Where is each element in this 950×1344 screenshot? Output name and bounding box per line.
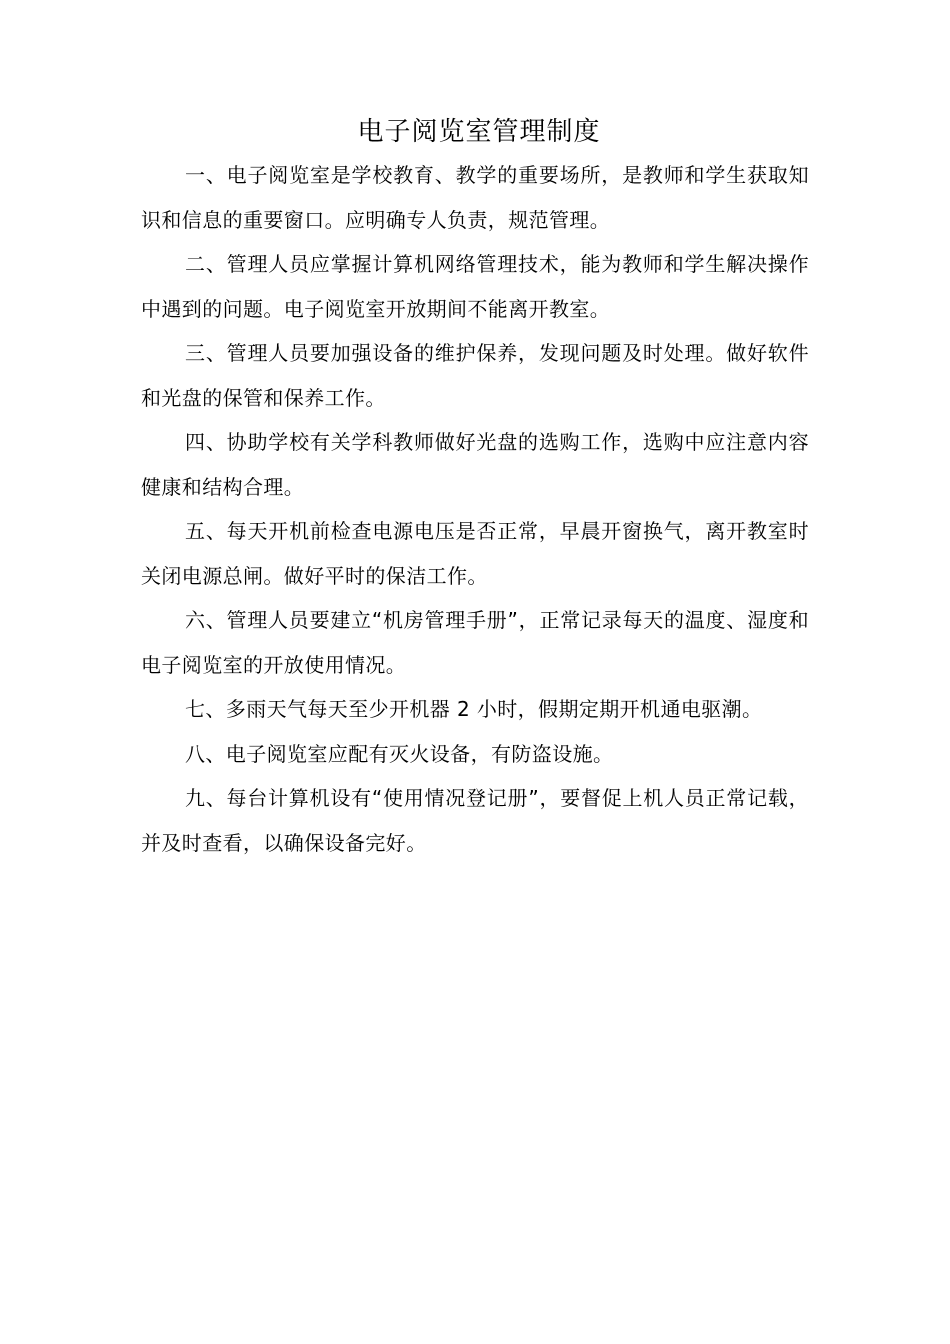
regulation-paragraph-5: 五、每天开机前检查电源电压是否正常，早晨开窗换气，离开教室时关闭电源总闸。做好平时的保洁工作。	[141, 519, 809, 588]
regulation-paragraph-7: 七、多雨天气每天至少开机器 2 小时，假期定期开机通电驱潮。	[185, 697, 763, 721]
document-title: 电子阅览室管理制度	[357, 117, 601, 147]
regulation-paragraph-3: 三、管理人员要加强设备的维护保养，发现问题及时处理。做好软件和光盘的保管和保养工作。	[141, 341, 809, 410]
regulation-paragraph-6: 六、管理人员要建立“机房管理手册”，正常记录每天的温度、湿度和电子阅览室的开放使用情况。	[141, 608, 809, 677]
regulation-paragraph-2: 二、管理人员应掌握计算机网络管理技术，能为教师和学生解决操作中遇到的问题。电子阅览室开放期间不能离开教室。	[141, 252, 809, 321]
regulation-paragraph-9: 九、每台计算机设有“使用情况登记册”，要督促上机人员正常记载，并及时查看，以确保设备完好。	[141, 786, 809, 855]
regulation-paragraph-8: 八、电子阅览室应配有灭火设备，有防盗设施。	[185, 741, 614, 766]
document-body	[141, 153, 809, 865]
regulation-paragraph-4: 四、协助学校有关学科教师做好光盘的选购工作，选购中应注意内容健康和结构合理。	[141, 430, 809, 499]
regulation-paragraph-1: 一、电子阅览室是学校教育、教学的重要场所，是教师和学生获取知识和信息的重要窗口。应明确专人负责，规范管理。	[141, 163, 809, 232]
